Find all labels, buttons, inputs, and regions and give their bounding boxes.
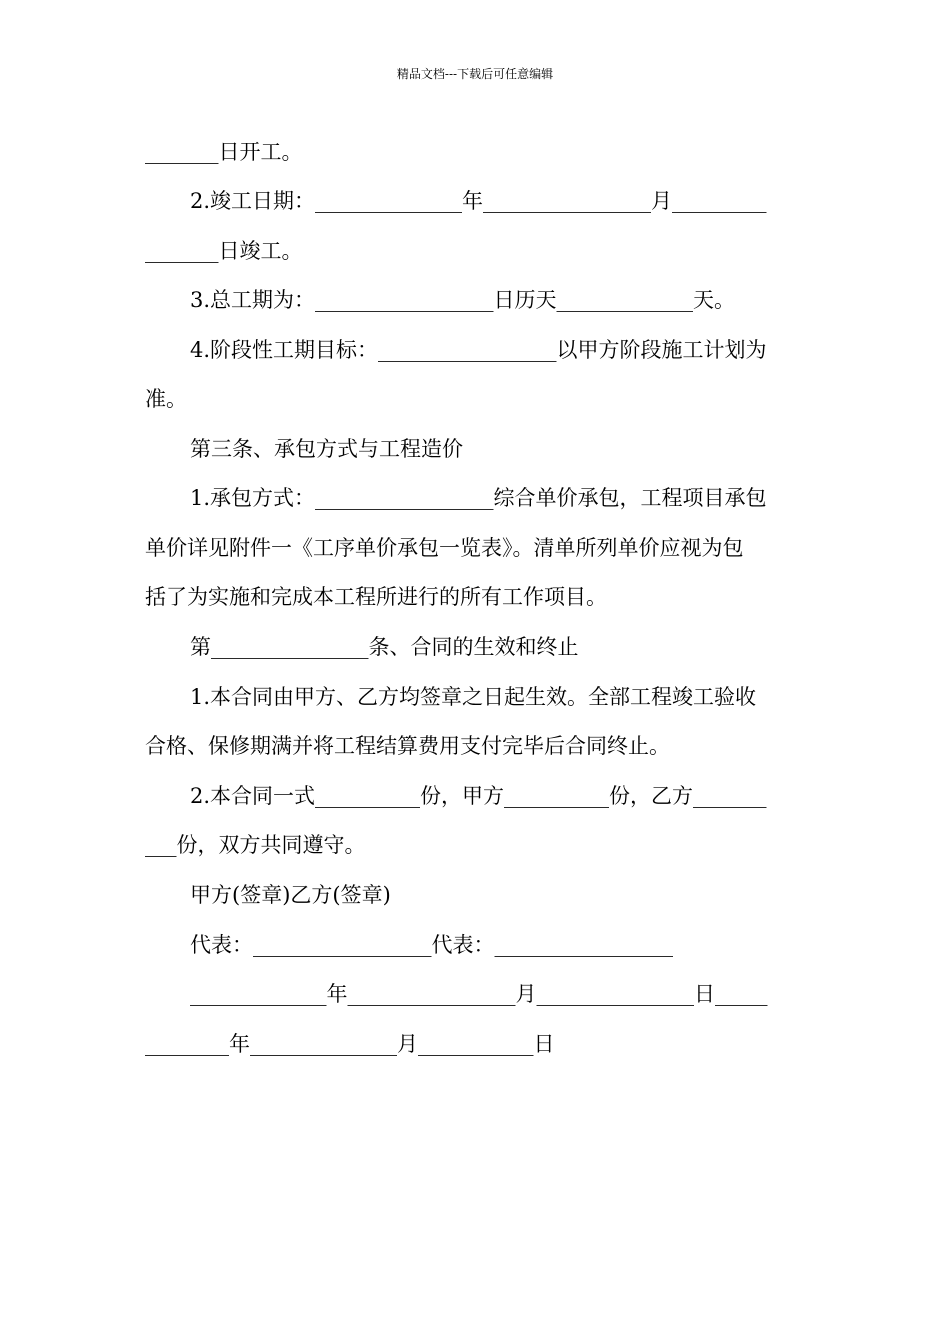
- text-line: 合格、保修期满并将工程结算费用支付完毕后合同终止。: [145, 734, 670, 758]
- text-line: _______日竣工。: [145, 239, 303, 263]
- signature-date: ________年______________月___________日: [145, 1032, 555, 1056]
- text-line: 4.阶段性工期目标：_________________以甲方阶段施工计划为: [190, 338, 767, 362]
- text-line: ___份，双方共同遵守。: [145, 833, 366, 857]
- text-line: 2.本合同一式__________份，甲方__________份，乙方_______: [190, 784, 767, 808]
- section-heading: 第三条、承包方式与工程造价: [190, 437, 463, 461]
- section-heading: 第_______________条、合同的生效和终止: [190, 635, 579, 659]
- text-line: 单价详见附件一《工序单价承包一览表》。清单所列单价应视为包: [145, 536, 744, 560]
- text-line: _______日开工。: [145, 140, 303, 164]
- text-line: 1.承包方式：_________________综合单价承包，工程项目承包: [190, 486, 767, 510]
- text-line: 准。: [145, 387, 187, 411]
- signature-parties: 甲方(签章)乙方(签章): [190, 883, 391, 907]
- text-line: 3.总工期为：_________________日历天_____________天。: [190, 288, 736, 312]
- text-line: 2.竣工日期：______________年________________月_________: [190, 189, 767, 213]
- page-header: 精品文档---下载后可任意编辑: [396, 67, 554, 81]
- text-line: 1.本合同由甲方、乙方均签章之日起生效。全部工程竣工验收: [190, 685, 757, 709]
- signature-date: _____________年________________月_______________日_____: [190, 982, 768, 1006]
- signature-representatives: 代表：_________________代表：_________________: [190, 933, 673, 957]
- text-line: 括了为实施和完成本工程所进行的所有工作项目。: [145, 585, 607, 609]
